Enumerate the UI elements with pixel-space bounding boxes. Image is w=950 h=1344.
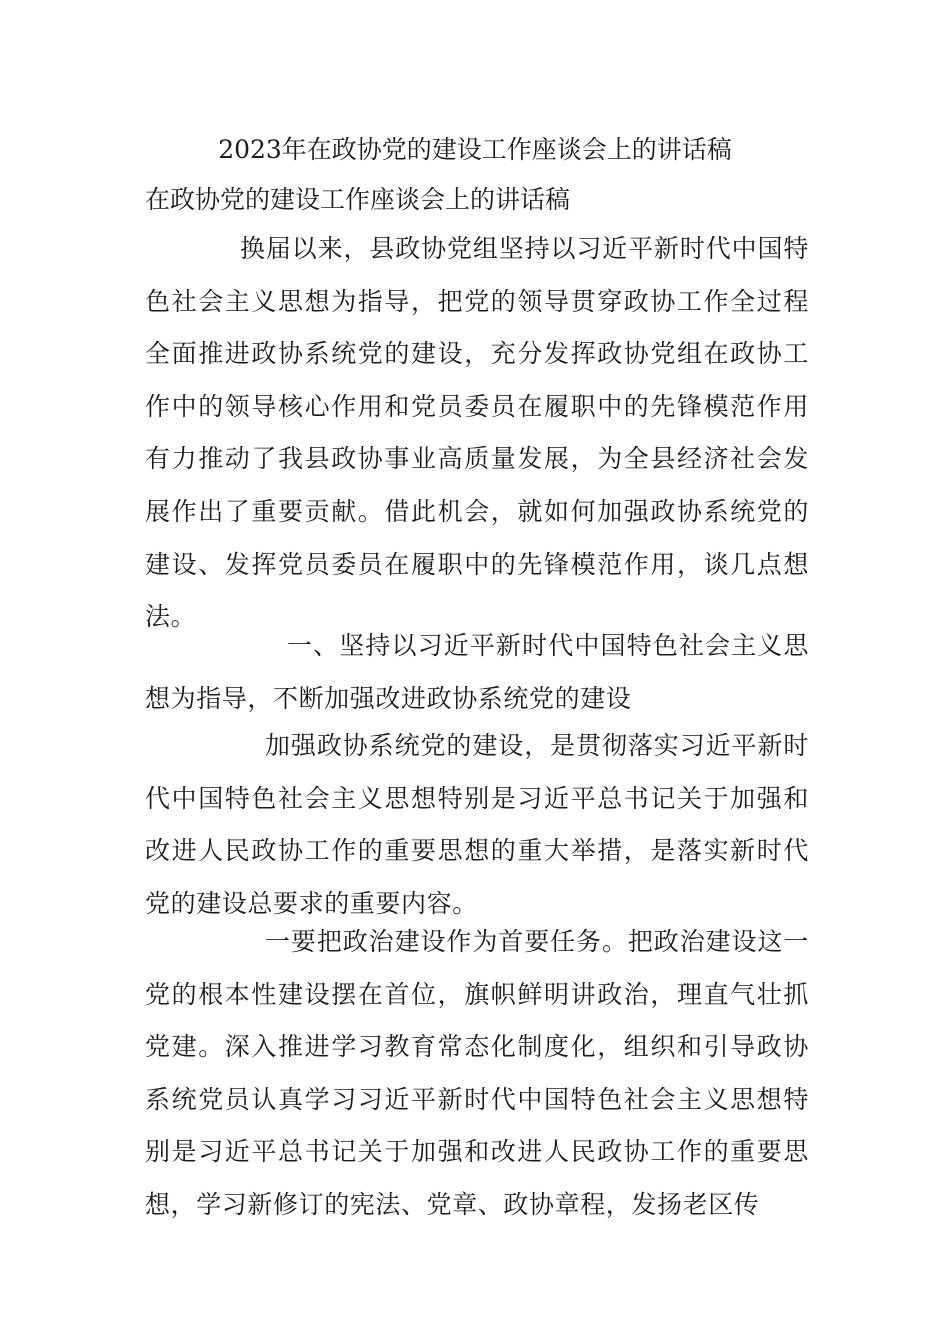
- document-subtitle: 在政协党的建设工作座谈会上的讲话稿: [145, 185, 571, 214]
- paragraph-political-building: 一要把政治建设作为首要任务。把政治建设这一党的根本性建设摆在首位，旗帜鲜明讲政治，理直气壮抓党建。深入推进学习教育常态化制度化，组织和引导政协系统党员认真学习习近平新时代中国特色社会主义思想特别是习近平总书记关于加强和改进人民政协工作的重要思想，学习新修订的宪法、党章、政协章程，发扬老区传: [145, 927, 809, 1219]
- paragraph-section-1: 加强政协系统党的建设，是贯彻落实习近平新时代中国特色社会主义思想特别是习近平总书记关于加强和改进人民政协工作的重要思想的重大举措，是落实新时代党的建设总要求的重要内容。: [145, 731, 809, 918]
- document-title: 2023年在政协党的建设工作座谈会上的讲话稿: [218, 135, 732, 164]
- section-heading-1: 一、坚持以习近平新时代中国特色社会主义思想为指导，不断加强改进政协系统党的建设: [145, 631, 809, 713]
- paragraph-intro: 换届以来，县政协党组坚持以习近平新时代中国特色社会主义思想为指导，把党的领导贯穿政协工作全过程全面推进政协系统党的建设，充分发挥政协党组在政协工作中的领导核心作用和党员委员在履职中的先锋模范作用有力推动了我县政协事业高质量发展，为全县经济社会发展作出了重要贡献。借此机会，就如何加强政协系统党的建设、发挥党员委员在履职中的先锋模范作用，谈几点想法。: [145, 234, 809, 632]
